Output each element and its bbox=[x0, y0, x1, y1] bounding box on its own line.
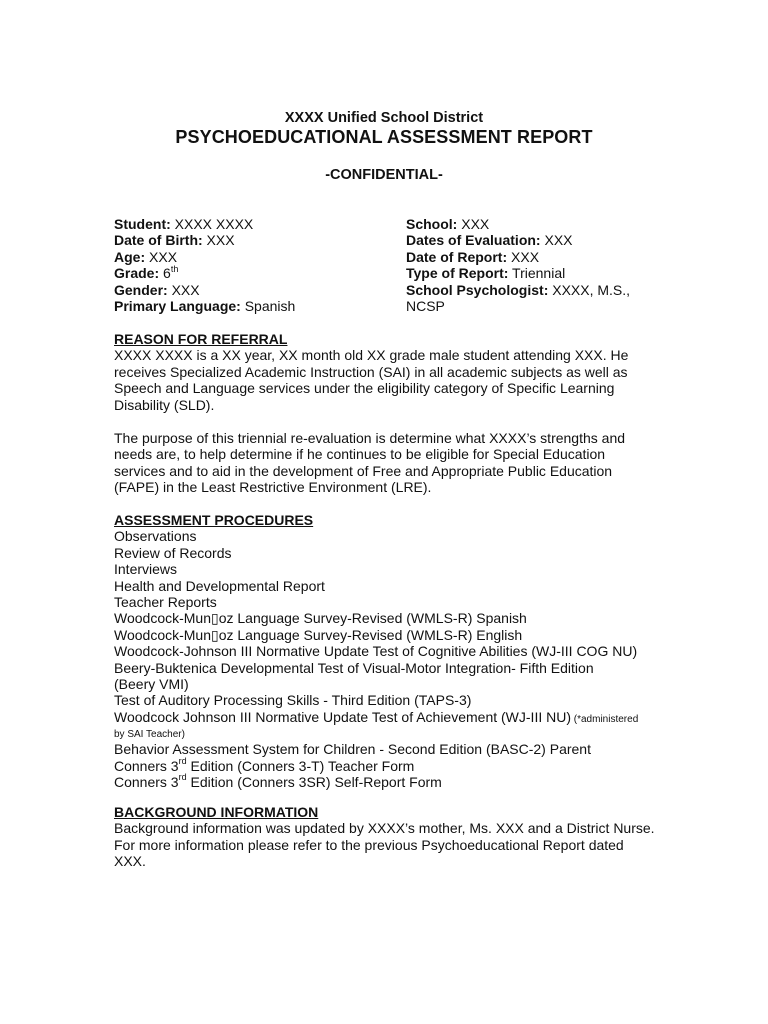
eval-dates-value: XXX bbox=[540, 232, 573, 249]
psychologist-value: XXXX, M.S., NCSP bbox=[406, 281, 631, 315]
list-item-conners-teacher bbox=[114, 758, 659, 774]
gender-row bbox=[114, 282, 295, 298]
list-item-wj-achievement bbox=[114, 709, 659, 728]
student-value: XXXX XXXX bbox=[170, 216, 254, 232]
referral-paragraph-2: The purpose of this triennial re-evaluation is determine what XXXX’s strengths and needs are, to help determine if he continues to be eligible for Special Education services and to aid in the development of Free and Appropriate Public Education (FAPE) in the Least Restrictive Environment (LRE). bbox=[114, 430, 626, 496]
report-type-row bbox=[406, 265, 636, 281]
report-title: PSYCHOEDUCATIONAL ASSESSMENT REPORT bbox=[175, 127, 593, 147]
gender-label: Gender: bbox=[114, 281, 168, 298]
dob-row bbox=[114, 232, 295, 248]
list-item-conners-self bbox=[114, 774, 659, 790]
referral-heading: REASON FOR REFERRAL bbox=[114, 331, 288, 347]
grade-value: 6 bbox=[159, 265, 171, 282]
report-type-value: Triennial bbox=[508, 265, 566, 282]
age-value: XXX bbox=[145, 248, 178, 265]
school-row bbox=[406, 216, 636, 232]
background-section bbox=[114, 804, 659, 870]
conners-teacher-post: Edition (Conners 3-T) Teacher Form bbox=[186, 757, 415, 774]
list-item: Behavior Assessment System for Children - Second Edition (BASC-2) Parent bbox=[114, 741, 591, 758]
confidential-label: -CONFIDENTIAL- bbox=[325, 167, 443, 183]
list-item: Health and Developmental Report bbox=[114, 577, 325, 594]
conners-self-pre: Conners 3 bbox=[114, 774, 179, 791]
list-item: Woodcock-Mun▯oz Language Survey-Revised (WMLS-R) English bbox=[114, 626, 523, 643]
age-row bbox=[114, 249, 295, 265]
grade-label: Grade: bbox=[114, 265, 160, 282]
report-type-label: Type of Report: bbox=[406, 265, 509, 282]
report-date-value: XXX bbox=[507, 248, 540, 265]
student-info-left bbox=[114, 216, 295, 314]
wj-achievement-note: (*administered bbox=[571, 713, 639, 725]
list-item: Woodcock-Mun▯oz Language Survey-Revised (WMLS-R) Spanish bbox=[114, 610, 527, 627]
referral-paragraph-2-block bbox=[114, 430, 659, 496]
list-item: Observations bbox=[114, 528, 197, 545]
background-paragraph: Background information was updated by XXXX’s mother, Ms. XXX and a District Nurse. For more information please refer to the previous Psychoeducational Report dated XXX. bbox=[114, 820, 655, 870]
referral-paragraph-1: XXXX XXXX is a XX year, XX month old XX grade male student attending XXX. He receives Specialized Academic Instruction (SAI) in all academic subjects as well as Speech and Language services under the eligibility category of Specific Learning Disability (SLD). bbox=[114, 347, 629, 413]
student-info-right bbox=[406, 216, 636, 314]
list-item: Review of Records bbox=[114, 544, 232, 561]
background-heading: BACKGROUND INFORMATION bbox=[114, 804, 319, 820]
language-row bbox=[114, 298, 295, 314]
school-label: School: bbox=[406, 216, 458, 232]
conners-teacher-superscript: rd bbox=[178, 756, 187, 767]
grade-superscript: th bbox=[170, 263, 179, 274]
gender-value: XXX bbox=[167, 281, 200, 298]
procedures-heading: ASSESSMENT PROCEDURES bbox=[114, 512, 314, 528]
conners-self-post: Edition (Conners 3SR) Self-Report Form bbox=[186, 774, 442, 791]
list-item: (Beery VMI) bbox=[114, 676, 189, 693]
wj-achievement-note-continued: by SAI Teacher) bbox=[114, 729, 185, 741]
district-name: XXXX Unified School District bbox=[284, 110, 484, 126]
psychologist-label: School Psychologist: bbox=[406, 281, 549, 298]
school-value: XXX bbox=[457, 216, 490, 232]
dob-label: Date of Birth: bbox=[114, 232, 203, 249]
referral-section bbox=[114, 331, 659, 413]
report-date-row bbox=[406, 249, 636, 265]
eval-dates-row bbox=[406, 232, 636, 248]
psychologist-row bbox=[406, 282, 636, 315]
conners-self-superscript: rd bbox=[178, 772, 187, 783]
student-row bbox=[114, 216, 295, 232]
list-item: Beery-Buktenica Developmental Test of Visual-Motor Integration- Fifth Edition bbox=[114, 659, 594, 676]
list-item: Test of Auditory Processing Skills - Third Edition (TAPS-3) bbox=[114, 692, 472, 709]
list-item: Teacher Reports bbox=[114, 594, 217, 611]
list-item: Woodcock-Johnson III Normative Update Test of Cognitive Abilities (WJ-III COG NU) bbox=[114, 643, 638, 660]
procedures-section bbox=[114, 512, 659, 791]
student-label: Student: bbox=[114, 216, 171, 232]
list-item: Interviews bbox=[114, 561, 178, 578]
dob-value: XXX bbox=[202, 232, 235, 249]
wj-achievement-text: Woodcock Johnson III Normative Update Test of Achievement (WJ-III NU) bbox=[114, 708, 571, 725]
grade-row bbox=[114, 265, 295, 281]
age-label: Age: bbox=[114, 248, 146, 265]
language-value: Spanish bbox=[240, 298, 296, 315]
eval-dates-label: Dates of Evaluation: bbox=[406, 232, 541, 249]
report-date-label: Date of Report: bbox=[406, 248, 508, 265]
conners-teacher-pre: Conners 3 bbox=[114, 757, 179, 774]
language-label: Primary Language: bbox=[114, 298, 241, 315]
